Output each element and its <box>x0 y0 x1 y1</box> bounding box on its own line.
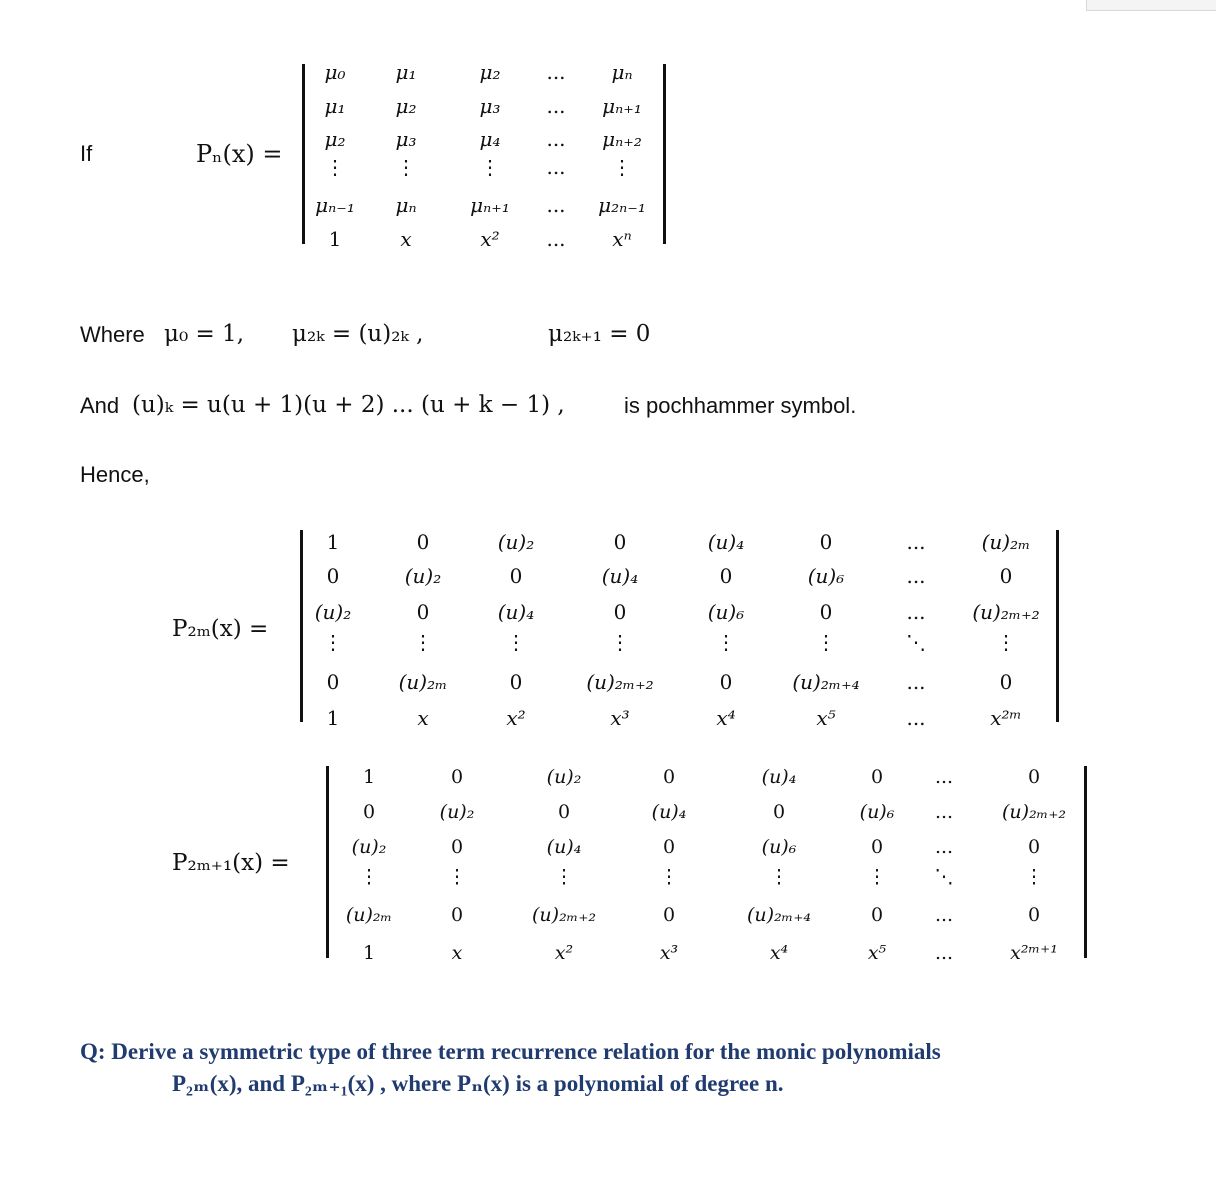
matrix3-cell: 0 <box>870 904 884 926</box>
matrix1-cell: μ₂ₙ₋₁ <box>598 193 646 217</box>
matrix2-cell: 0 <box>509 564 523 588</box>
matrix3-left-bar <box>326 766 329 958</box>
matrix3-cell: (u)₂ <box>546 766 582 788</box>
matrix1-cell: μ₂ <box>479 60 501 84</box>
matrix3-cell: 0 <box>450 904 464 926</box>
matrix3-cell: 0 <box>662 836 676 858</box>
matrix2-cell: (u)₂ₘ <box>398 670 448 694</box>
matrix2-cell: x <box>417 706 429 730</box>
matrix2-cell: (u)₄ <box>707 530 745 554</box>
matrix1-cell: ... <box>546 127 566 151</box>
matrix3-cell: 0 <box>662 904 676 926</box>
matrix1-cell: μ₁ <box>324 94 346 118</box>
matrix2-right-bar <box>1056 530 1059 722</box>
matrix3-cell: ... <box>934 766 954 788</box>
matrix3-cell: x <box>451 942 463 964</box>
pochhammer-description: is pochhammer symbol. <box>624 393 857 418</box>
matrix2-cell: ⋮ <box>506 630 526 654</box>
matrix2-cell: (u)₂ₘ₊₂ <box>586 670 654 694</box>
matrix3-cell: 0 <box>450 766 464 788</box>
matrix3-cell: (u)₂ₘ₊₂ <box>532 904 596 926</box>
matrix3-cell: 0 <box>870 766 884 788</box>
matrix1-cell: μ₀ <box>324 60 346 84</box>
matrix2-cell: (u)₆ <box>707 600 745 624</box>
matrix3-cell: 0 <box>772 801 786 823</box>
matrix3-cell: 0 <box>1027 904 1041 926</box>
matrix3-cell: 0 <box>1027 766 1041 788</box>
matrix2-cell: (u)₂ <box>497 530 535 554</box>
question-line-2: P₂ₘ(x), and P₂ₘ₊₁(x) , where Pₙ(x) is a polynomial of degree n. <box>172 1071 784 1096</box>
matrix3-cell: ⋮ <box>447 866 467 888</box>
matrix2-cell: x² <box>506 706 526 730</box>
matrix1-cell: μ₃ <box>395 127 417 151</box>
matrix3-cell: (u)₂ₘ₊₄ <box>747 904 811 926</box>
matrix1-cell: ⋮ <box>325 155 345 179</box>
matrix2-cell: 0 <box>416 600 430 624</box>
matrix3-cell: 1 <box>362 942 376 964</box>
if-label: If <box>80 141 93 166</box>
matrix3-cell: x² <box>554 942 574 964</box>
matrix2-cell: 0 <box>613 530 627 554</box>
matrix2-cell: ⋱ <box>906 630 926 654</box>
matrix3-cell: (u)₂ₘ <box>345 904 393 926</box>
pochhammer-formula: (u)ₖ = u(u + 1)(u + 2) ... (u + k − 1) , <box>132 392 565 418</box>
hence-label: Hence, <box>80 462 150 487</box>
matrix3-cell: ⋮ <box>359 866 379 888</box>
matrix3-cell: ⋮ <box>659 866 679 888</box>
matrix2-cell: 0 <box>509 670 523 694</box>
matrix2-cell: (u)₂ <box>404 564 442 588</box>
where-mu2k1: μ₂ₖ₊₁ = 0 <box>548 321 651 347</box>
p-n-label: Pₙ(x) = <box>196 140 283 168</box>
matrix2-cell: 0 <box>719 670 733 694</box>
matrix2-cell: ⋮ <box>323 630 343 654</box>
matrix3-cell: ... <box>934 836 954 858</box>
matrix3-cell: (u)₂ <box>351 836 387 858</box>
matrix1-cell: μₙ₋₁ <box>315 193 355 217</box>
matrix2-cell: x³ <box>610 706 630 730</box>
matrix2-cell: ⋮ <box>996 630 1016 654</box>
matrix1-cell: μ₂ <box>324 127 346 151</box>
matrix3-cell: (u)₄ <box>761 766 797 788</box>
matrix3-cell: 0 <box>362 801 376 823</box>
matrix3-cell: ⋮ <box>769 866 789 888</box>
matrix3-cell: x⁴ <box>769 942 789 964</box>
matrix3-cell: 0 <box>662 766 676 788</box>
matrix1-right-bar <box>663 64 666 244</box>
matrix2-cell: 0 <box>819 530 833 554</box>
matrix2-cell: (u)₄ <box>601 564 639 588</box>
matrix2-cell: (u)₂ₘ <box>981 530 1031 554</box>
where-mu0: μ₀ = 1, <box>164 321 245 347</box>
matrix1-cell: μ₁ <box>395 60 417 84</box>
matrix3-cell: 1 <box>362 766 376 788</box>
matrix2-cell: x²ᵐ <box>990 706 1022 730</box>
matrix1-left-bar <box>302 64 305 244</box>
matrix1-cell: ... <box>546 94 566 118</box>
matrix2-cell: ⋮ <box>413 630 433 654</box>
matrix1-cell: μ₂ <box>395 94 417 118</box>
matrix1-cell: ⋮ <box>396 155 416 179</box>
matrix2-cell: (u)₂ <box>314 600 352 624</box>
matrix1-cell: μₙ <box>395 193 417 217</box>
matrix3-cell: (u)₆ <box>761 836 797 858</box>
matrix2-cell: x⁵ <box>816 706 836 730</box>
matrix3-cell: ... <box>934 904 954 926</box>
matrix3-cell: ... <box>934 801 954 823</box>
matrix2-cell: 0 <box>326 670 340 694</box>
matrix2-cell: 0 <box>326 564 340 588</box>
matrix3-right-bar <box>1084 766 1087 958</box>
where-label: Where <box>80 322 145 347</box>
question-line-1: Q: Derive a symmetric type of three term recurrence relation for the monic polynomials <box>80 1039 941 1064</box>
matrix1-cell: ⋮ <box>480 155 500 179</box>
matrix2-cell: 0 <box>719 564 733 588</box>
matrix1-cell: ⋮ <box>612 155 632 179</box>
matrix3-cell: 0 <box>450 836 464 858</box>
matrix3-cell: 0 <box>557 801 571 823</box>
matrix1-cell: ... <box>546 155 566 179</box>
matrix2-cell: 1 <box>326 706 340 730</box>
matrix3-cell: ⋱ <box>934 866 954 888</box>
matrix2-cell: 0 <box>999 564 1013 588</box>
matrix3-cell: ⋮ <box>554 866 574 888</box>
matrix1-cell: x <box>400 227 412 251</box>
matrix3-cell: (u)₄ <box>546 836 582 858</box>
matrix2-cell: 0 <box>613 600 627 624</box>
matrix2-cell: (u)₆ <box>807 564 845 588</box>
matrix1-cell: 1 <box>328 227 342 251</box>
matrix2-cell: ⋮ <box>610 630 630 654</box>
matrix2-cell: x⁴ <box>716 706 736 730</box>
matrix2-cell: ⋮ <box>816 630 836 654</box>
matrix3-cell: x²ᵐ⁺¹ <box>1010 942 1058 964</box>
window-corner <box>1086 0 1216 11</box>
p-2m-label: P₂ₘ(x) = <box>172 616 269 642</box>
matrix3-cell: (u)₂ₘ₊₂ <box>1002 801 1066 823</box>
matrix2-cell: 0 <box>999 670 1013 694</box>
matrix1-cell: ... <box>546 60 566 84</box>
matrix2-cell: ... <box>906 706 926 730</box>
matrix1-cell: x² <box>480 227 500 251</box>
matrix1-cell: μ₃ <box>479 94 501 118</box>
matrix2-cell: ... <box>906 600 926 624</box>
and-label: And <box>80 393 120 418</box>
matrix1-cell: μₙ₊₁ <box>602 94 642 118</box>
matrix2-cell: ... <box>906 564 926 588</box>
matrix1-cell: μₙ <box>611 60 633 84</box>
where-mu2k: μ₂ₖ = (u)₂ₖ , <box>292 321 424 347</box>
matrix3-cell: ... <box>934 942 954 964</box>
matrix2-cell: ... <box>906 670 926 694</box>
matrix2-cell: (u)₂ₘ₊₂ <box>972 600 1040 624</box>
matrix1-cell: μₙ₊₂ <box>602 127 642 151</box>
matrix2-left-bar <box>300 530 303 722</box>
matrix3-cell: x⁵ <box>867 942 887 964</box>
matrix2-cell: ⋮ <box>716 630 736 654</box>
matrix3-cell: (u)₄ <box>651 801 687 823</box>
matrix1-cell: ... <box>546 193 566 217</box>
matrix2-cell: 1 <box>326 530 340 554</box>
matrix2-cell: 0 <box>819 600 833 624</box>
matrix2-cell: (u)₄ <box>497 600 535 624</box>
matrix2-cell: 0 <box>416 530 430 554</box>
matrix3-cell: (u)₂ <box>439 801 475 823</box>
matrix2-cell: (u)₂ₘ₊₄ <box>792 670 860 694</box>
matrix3-cell: 0 <box>870 836 884 858</box>
matrix3-cell: 0 <box>1027 836 1041 858</box>
matrix3-cell: ⋮ <box>1024 866 1044 888</box>
p-2m1-label: P₂ₘ₊₁(x) = <box>172 850 290 876</box>
matrix3-cell: (u)₆ <box>859 801 895 823</box>
matrix1-cell: μₙ₊₁ <box>470 193 510 217</box>
matrix2-cell: ... <box>906 530 926 554</box>
matrix1-cell: μ₄ <box>479 127 501 151</box>
matrix1-cell: ... <box>546 227 566 251</box>
matrix1-cell: xⁿ <box>612 227 632 251</box>
matrix3-cell: x³ <box>659 942 679 964</box>
matrix3-cell: ⋮ <box>867 866 887 888</box>
